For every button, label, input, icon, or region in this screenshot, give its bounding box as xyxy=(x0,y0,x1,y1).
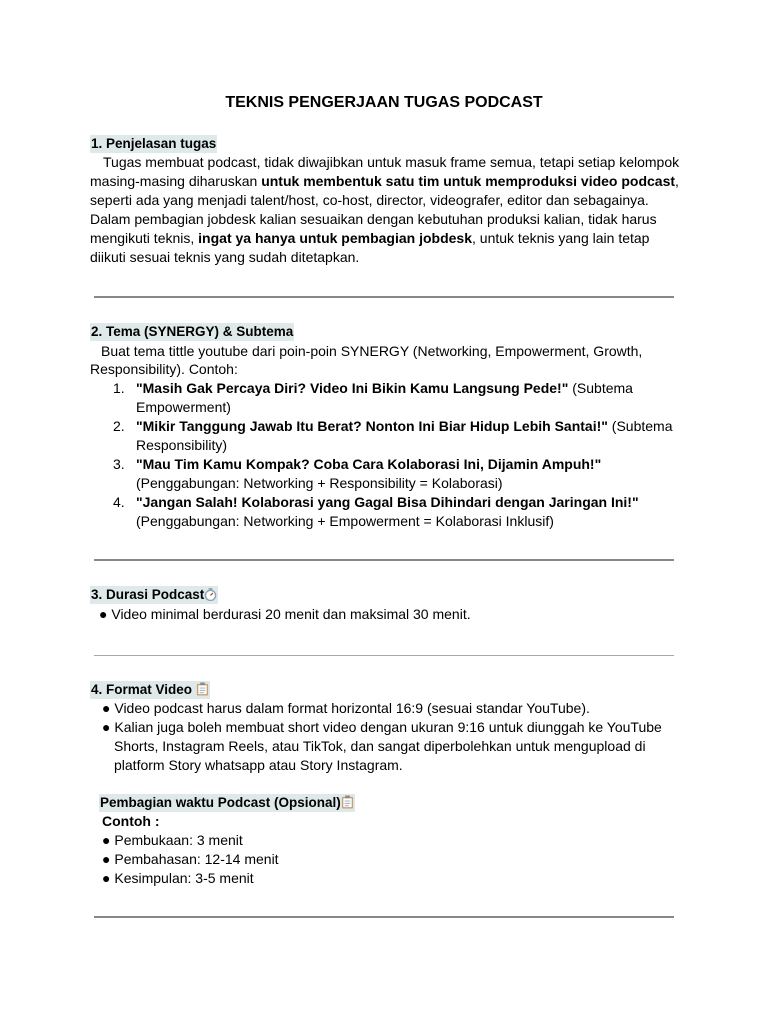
s1-line-6: diikuti sesuai teknis yang sudah ditetapkan. xyxy=(90,249,360,265)
list-item xyxy=(136,455,601,474)
divider xyxy=(94,916,674,918)
bullet-text: Video minimal berdurasi 20 menit dan maksimal 30 menit. xyxy=(111,606,471,622)
s4-bullet-item xyxy=(102,718,662,737)
s4-bullet-continuation: platform Story whatsapp atau Story Instagram. xyxy=(114,757,403,773)
bullet: ● xyxy=(102,832,111,848)
bullet-text: Pembahasan: 12-14 menit xyxy=(114,851,279,867)
list-number: 1. xyxy=(113,380,125,396)
s1-line-5 xyxy=(90,229,649,248)
s1-bold-text: untuk membentuk satu tim untuk memproduksi video podcast xyxy=(261,173,676,189)
bullet: ● xyxy=(102,870,111,886)
s1-line-4: Dalam pembagian jobdesk kalian sesuaikan dengan kebutuhan produksi kalian, tidak harus xyxy=(90,211,657,227)
list-item-continuation: Responsibility) xyxy=(136,437,228,453)
s5-bullet-item xyxy=(102,869,254,888)
bullet: ● xyxy=(102,851,111,867)
bullet-text: Pembukaan: 3 menit xyxy=(114,832,243,848)
s1-line-3: seperti ada yang menjadi talent/host, co-host, director, videografer, editor dan sebagainya. xyxy=(90,192,649,208)
section-5-heading xyxy=(99,794,355,812)
bullet-text: Kesimpulan: 3-5 menit xyxy=(114,870,254,886)
s1-text: , xyxy=(675,173,679,189)
s1-line-2 xyxy=(90,172,679,191)
s4-bullet-continuation: Shorts, Instagram Reels, atau TikTok, dan sangat diperbolehkan untuk mengupload di xyxy=(114,738,646,754)
contoh-label: Contoh : xyxy=(102,813,160,829)
stopwatch-icon xyxy=(204,588,217,601)
bullet-text: Kalian juga boleh membuat short video dengan ukuran 9:16 untuk diunggah ke YouTube xyxy=(114,719,662,735)
document-title: TEKNIS PENGERJAAN TUGAS PODCAST xyxy=(225,94,543,111)
divider xyxy=(94,559,674,561)
heading-text: Pembagian waktu Podcast (Opsional) xyxy=(100,795,341,810)
example-title: "Mau Tim Kamu Kompak? Coba Cara Kolaborasi Ini, Dijamin Ampuh!" xyxy=(136,456,602,472)
bullet: ● xyxy=(102,719,111,735)
example-title: "Masih Gak Percaya Diri? Video Ini Bikin Kamu Langsung Pede!" xyxy=(136,380,569,396)
list-item xyxy=(136,417,673,436)
section-4-heading xyxy=(90,681,210,699)
s2-intro-1: Buat tema tittle youtube dari poin-poin SYNERGY (Networking, Empowerment, Growth, xyxy=(101,343,643,359)
list-number: 2. xyxy=(113,418,125,434)
divider xyxy=(94,655,674,656)
s5-bullet-item xyxy=(102,850,279,869)
example-title: "Mikir Tanggung Jawab Itu Berat? Nonton Ini Biar Hidup Lebih Santai!" xyxy=(136,418,608,434)
s1-text: mengikuti teknis, xyxy=(90,230,199,246)
section-2-heading: 2. Tema (SYNERGY) & Subtema xyxy=(91,324,294,339)
clipboard-icon xyxy=(341,795,354,809)
example-title: "Jangan Salah! Kolaborasi yang Gagal Bisa Dihindari dengan Jaringan Ini!" xyxy=(136,494,639,510)
list-item xyxy=(136,379,633,398)
list-item xyxy=(136,493,639,512)
s4-bullet-item xyxy=(102,699,590,718)
s1-line-1: Tugas membuat podcast, tidak diwajibkan untuk masuk frame semua, tetapi setiap kelompok xyxy=(103,154,680,170)
list-item-continuation: (Penggabungan: Networking + Responsibility = Kolaborasi) xyxy=(136,475,503,491)
s1-text: masing-masing diharuskan xyxy=(90,173,262,189)
list-text: (Subtema xyxy=(607,418,673,434)
clipboard-icon xyxy=(196,682,209,696)
bullet: ● xyxy=(102,700,111,716)
list-number: 3. xyxy=(113,456,125,472)
list-item-continuation: (Penggabungan: Networking + Empowerment = Kolaborasi Inklusif) xyxy=(136,513,554,529)
heading-text: 4. Format Video xyxy=(91,682,193,697)
bullet-text: Video podcast harus dalam format horizontal 16:9 (sesuai standar YouTube). xyxy=(114,700,590,716)
s3-bullet-item xyxy=(99,605,471,624)
divider xyxy=(94,296,674,298)
s1-text: , untuk teknis yang lain tetap xyxy=(472,230,650,246)
list-item-continuation: Empowerment) xyxy=(136,399,231,415)
bullet: ● xyxy=(99,606,108,622)
s5-bullet-item xyxy=(102,831,243,850)
list-number: 4. xyxy=(113,494,125,510)
s2-intro-2: Responsibility). Contoh: xyxy=(90,361,238,377)
section-1-heading: 1. Penjelasan tugas xyxy=(91,136,217,151)
section-3-heading xyxy=(90,586,218,604)
list-text: (Subtema xyxy=(568,380,633,396)
s1-bold-text: ingat ya hanya untuk pembagian jobdesk xyxy=(198,230,473,246)
heading-text: 3. Durasi Podcast xyxy=(91,587,205,602)
